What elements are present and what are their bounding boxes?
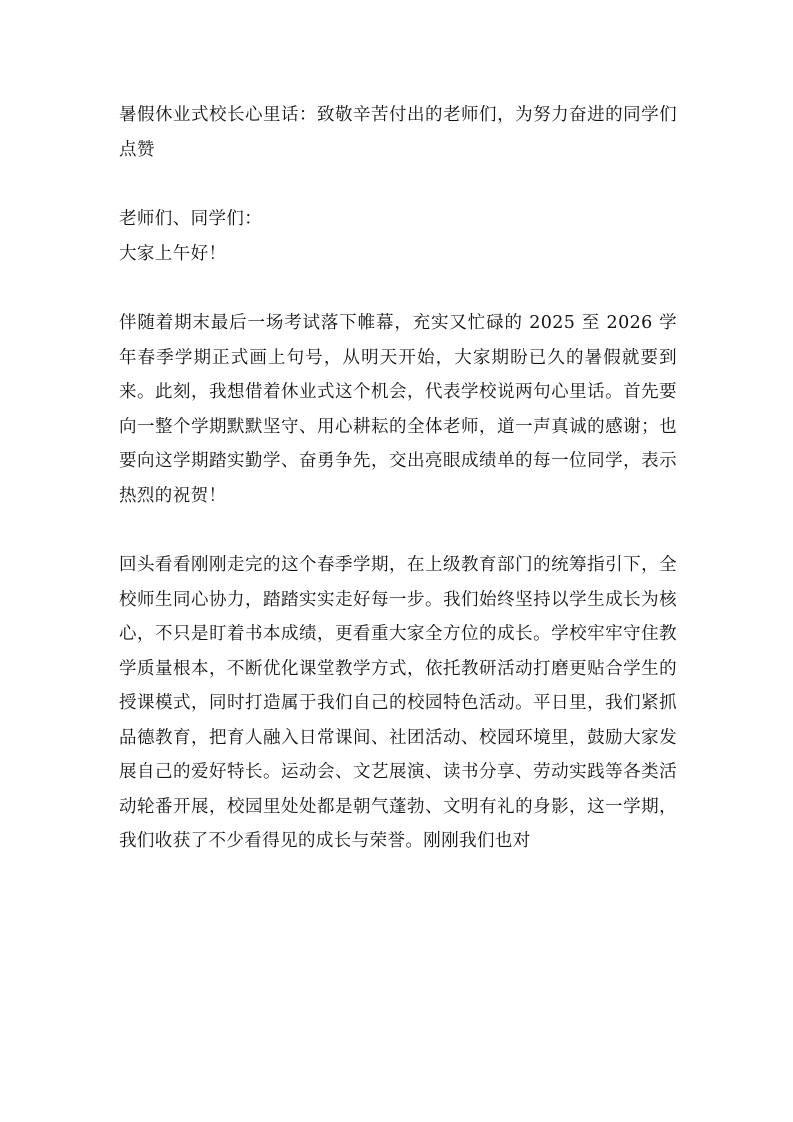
salutation: 老师们、同学们： xyxy=(119,209,263,229)
spacer xyxy=(119,513,677,548)
spacer xyxy=(119,167,677,202)
paragraph-opening: 伴随着期末最后一场考试落下帷幕，充实又忙碌的 2025 至 2026 学年春季学期正式画上句号，从明天开始，大家期盼已久的暑假就要到来。此刻，我想借着休业式这个机会，代表学校说两句心里话。首先要向一整个学期默默坚守、用心耕耘的全体老师，道一声真诚的感谢；也要向这学期踏实勤学、奋勇争先，交出亮眼成绩单的每一位同学，表示热烈的祝贺！ xyxy=(119,313,677,506)
spacer xyxy=(119,271,677,306)
document-title: 暑假休业式校长心里话：致敬辛苦付出的老师们，为努力奋进的同学们点赞 xyxy=(119,105,677,160)
paragraph-review: 回头看看刚刚走完的这个春季学期，在上级教育部门的统筹指引下，全校师生同心协力，踏踏实实走好每一步。我们始终坚持以学生成长为核心，不只是盯着书本成绩，更看重大家全方位的成长。学校牢牢守住教学质量根本，不断优化课堂教学方式，依托教研活动打磨更贴合学生的授课模式，同时打造属于我们自己的校园特色活动。平日里，我们紧抓品德教育，把育人融入日常课间、社团活动、校园环境里，鼓励大家发展自己的爱好特长。运动会、文艺展演、读书分享、劳动实践等各类活动轮番开展，校园里处处都是朝气蓬勃、文明有礼的身影，这一学期，我们收获了不少看得见的成长与荣誉。刚刚我们也对 xyxy=(119,555,677,851)
document-page xyxy=(119,98,677,859)
greeting: 大家上午好！ xyxy=(119,243,227,264)
